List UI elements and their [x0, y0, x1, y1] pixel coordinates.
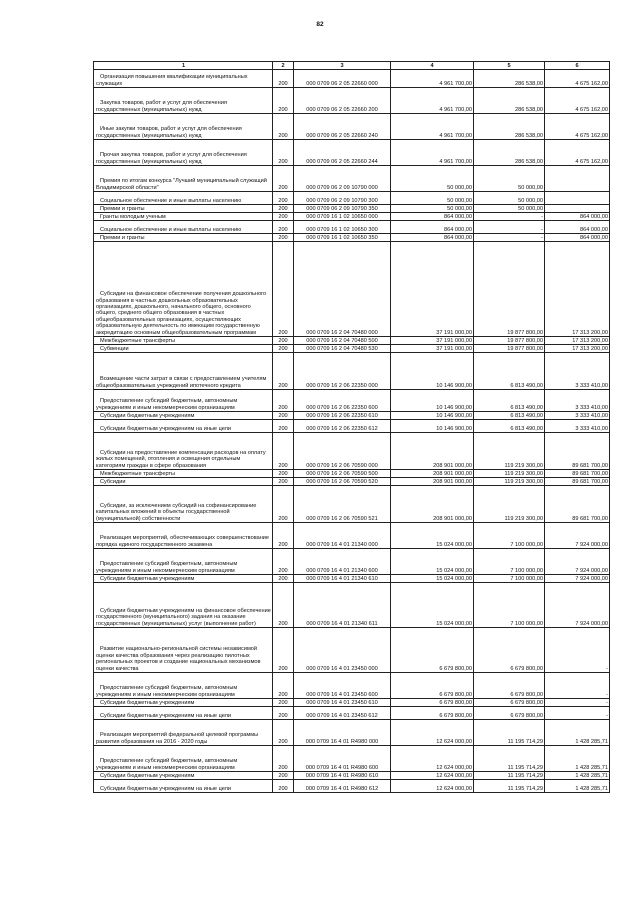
row-code-cell: 000 0709 16 2 06 22350 612	[294, 420, 391, 433]
table-row	[94, 140, 610, 166]
table-row	[94, 707, 610, 720]
row-approved-cell: 864 000,00	[391, 221, 474, 234]
row-approved-cell: 10 146 900,00	[391, 420, 474, 433]
row-status-cell: 200	[273, 192, 294, 205]
table-row	[94, 673, 610, 699]
row-executed-cell: 6 679 800,00	[474, 707, 545, 720]
row-code-cell: 000 0709 16 4 01 21340 000	[294, 523, 391, 549]
row-executed-cell: 6 813 490,00	[474, 412, 545, 420]
row-remaining-cell: 3 333 410,00	[545, 420, 610, 433]
table-row	[94, 523, 610, 549]
row-name-cell: Межбюджетные трансферты	[94, 470, 273, 478]
row-remaining-cell: 7 924 000,00	[545, 575, 610, 583]
table-row	[94, 433, 610, 470]
row-executed-cell: 7 100 000,00	[474, 549, 545, 575]
row-status-cell: 200	[273, 88, 294, 114]
row-approved-cell: 6 679 800,00	[391, 707, 474, 720]
row-approved-cell: 208 901 000,00	[391, 470, 474, 478]
row-name-cell: Премии и гранты	[94, 205, 273, 213]
row-status-cell: 200	[273, 353, 294, 390]
row-approved-cell: 4 961 700,00	[391, 114, 474, 140]
row-status-cell: 200	[273, 523, 294, 549]
row-name-cell: Субсидии бюджетным учреждениям	[94, 772, 273, 780]
row-code-cell: 000 0709 16 2 06 70590 000	[294, 433, 391, 470]
row-approved-cell: 15 024 000,00	[391, 575, 474, 583]
table-row	[94, 575, 610, 583]
row-executed-cell: 50 000,00	[474, 205, 545, 213]
table-row	[94, 420, 610, 433]
row-code-cell: 000 0709 06 2 05 22660 200	[294, 88, 391, 114]
table-row	[94, 88, 610, 114]
row-remaining-cell: 89 681 700,00	[545, 433, 610, 470]
row-name-cell: Субвенции	[94, 345, 273, 353]
row-approved-cell: 12 624 000,00	[391, 780, 474, 793]
row-approved-cell: 15 024 000,00	[391, 523, 474, 549]
row-status-cell: 200	[273, 412, 294, 420]
row-name-cell: Предоставление субсидий бюджетным, автономным учреждениям и иным некоммерческим организациям	[94, 673, 273, 699]
row-status-cell: 200	[273, 114, 294, 140]
row-name-cell: Субсидии на финансовое обеспечение получения дошкольного образования в частных дошкольных образовательных организациях, дошкольного, начального общего, основного общего, среднего общего образования в частных общеобразовательных организациях, осуществляющих образовательную деятельность по имеющим государственную аккредитацию основным общеобразовательным программам	[94, 242, 273, 337]
table-row	[94, 353, 610, 390]
row-code-cell: 000 0709 16 2 06 70590 520	[294, 478, 391, 486]
row-code-cell: 000 0709 06 2 05 22660 244	[294, 140, 391, 166]
row-status-cell: 200	[273, 575, 294, 583]
row-remaining-cell: 4 675 162,00	[545, 140, 610, 166]
row-code-cell: 000 0709 16 4 01 R4980 612	[294, 780, 391, 793]
row-remaining-cell: 7 924 000,00	[545, 523, 610, 549]
row-name-cell: Субсидии на предоставление компенсации расходов на оплату жилых помещений, отопления и освещения отдельным категориям граждан в сфере образования	[94, 433, 273, 470]
table-row	[94, 412, 610, 420]
row-executed-cell: 119 219 300,00	[474, 486, 545, 523]
row-name-cell: Субсидии бюджетным учреждениям	[94, 699, 273, 707]
row-executed-cell: 7 100 000,00	[474, 583, 545, 628]
row-name-cell: Субсидии бюджетным учреждениям на иные цели	[94, 707, 273, 720]
row-executed-cell: 286 538,00	[474, 88, 545, 114]
row-remaining-cell: 17 313 200,00	[545, 242, 610, 337]
row-name-cell: Прочая закупка товаров, работ и услуг для обеспечения государственных (муниципальных) нужд	[94, 140, 273, 166]
table-row	[94, 205, 610, 213]
row-remaining-cell: -	[545, 628, 610, 673]
row-code-cell: 000 0709 16 2 06 22350 600	[294, 390, 391, 412]
row-code-cell: 000 0709 06 2 05 22660 000	[294, 70, 391, 88]
row-remaining-cell: 89 681 700,00	[545, 478, 610, 486]
row-remaining-cell: 89 681 700,00	[545, 470, 610, 478]
row-code-cell: 000 0709 16 4 01 R4980 610	[294, 772, 391, 780]
row-executed-cell: 286 538,00	[474, 140, 545, 166]
row-executed-cell: 6 813 490,00	[474, 390, 545, 412]
row-executed-cell: -	[474, 213, 545, 221]
row-remaining-cell: -	[545, 707, 610, 720]
row-status-cell: 200	[273, 780, 294, 793]
row-executed-cell: 11 195 714,29	[474, 780, 545, 793]
row-code-cell: 000 0709 16 4 01 23450 612	[294, 707, 391, 720]
row-name-cell: Реализация мероприятий, обеспечивающих совершенствование порядка единого государственного экзамена	[94, 523, 273, 549]
row-executed-cell: 286 538,00	[474, 114, 545, 140]
column-header: 5	[474, 62, 545, 70]
row-remaining-cell: 7 924 000,00	[545, 549, 610, 575]
table-row	[94, 699, 610, 707]
row-executed-cell: 11 195 714,29	[474, 720, 545, 746]
row-status-cell: 200	[273, 390, 294, 412]
row-name-cell: Субсидии бюджетным учреждениям на иные цели	[94, 420, 273, 433]
row-approved-cell: 50 000,00	[391, 166, 474, 192]
row-name-cell: Субсидии бюджетным учреждениям	[94, 575, 273, 583]
row-approved-cell: 208 901 000,00	[391, 478, 474, 486]
row-status-cell: 200	[273, 345, 294, 353]
row-code-cell: 000 0709 16 1 02 10650 000	[294, 213, 391, 221]
row-remaining-cell: 3 333 410,00	[545, 390, 610, 412]
row-name-cell: Субсидии	[94, 478, 273, 486]
row-code-cell: 000 0709 06 2 09 10790 000	[294, 166, 391, 192]
table-row	[94, 470, 610, 478]
row-status-cell: 200	[273, 583, 294, 628]
row-remaining-cell: 17 313 200,00	[545, 345, 610, 353]
table-row	[94, 746, 610, 772]
row-status-cell: 200	[273, 772, 294, 780]
row-remaining-cell: 4 675 162,00	[545, 88, 610, 114]
row-remaining-cell: 4 675 162,00	[545, 70, 610, 88]
row-name-cell: Социальное обеспечение и иные выплаты населению	[94, 192, 273, 205]
table-row	[94, 583, 610, 628]
row-code-cell: 000 0709 16 2 04 70480 500	[294, 337, 391, 345]
row-executed-cell: 7 100 000,00	[474, 523, 545, 549]
row-executed-cell: 6 813 490,00	[474, 420, 545, 433]
row-code-cell: 000 0709 16 4 01 21340 600	[294, 549, 391, 575]
row-status-cell: 200	[273, 720, 294, 746]
row-approved-cell: 10 146 900,00	[391, 412, 474, 420]
row-name-cell: Предоставление субсидий бюджетным, автономным учреждениям и иным некоммерческим организациям	[94, 390, 273, 412]
row-status-cell: 200	[273, 746, 294, 772]
row-code-cell: 000 0709 16 1 02 10650 300	[294, 221, 391, 234]
row-status-cell: 200	[273, 433, 294, 470]
row-executed-cell: 119 219 300,00	[474, 470, 545, 478]
row-status-cell: 200	[273, 70, 294, 88]
row-approved-cell: 12 624 000,00	[391, 746, 474, 772]
row-name-cell: Премии и гранты	[94, 234, 273, 242]
page-number: 82	[316, 21, 324, 28]
row-executed-cell: 6 679 800,00	[474, 673, 545, 699]
row-name-cell: Субсидии бюджетным учреждениям на иные цели	[94, 780, 273, 793]
row-remaining-cell: -	[545, 673, 610, 699]
row-code-cell: 000 0709 16 4 01 21340 611	[294, 583, 391, 628]
row-status-cell: 200	[273, 140, 294, 166]
column-header: 3	[294, 62, 391, 70]
row-status-cell: 200	[273, 166, 294, 192]
row-code-cell: 000 0709 16 4 01 R4980 000	[294, 720, 391, 746]
row-code-cell: 000 0709 06 2 09 10790 350	[294, 205, 391, 213]
row-approved-cell: 37 191 000,00	[391, 242, 474, 337]
table-row	[94, 772, 610, 780]
table-row	[94, 780, 610, 793]
row-status-cell: 200	[273, 486, 294, 523]
row-remaining-cell: 7 924 000,00	[545, 583, 610, 628]
row-code-cell: 000 0709 16 4 01 23450 000	[294, 628, 391, 673]
table-row	[94, 478, 610, 486]
row-status-cell: 200	[273, 549, 294, 575]
row-name-cell: Закупка товаров, работ и услуг для обеспечения государственных (муниципальных) нужд	[94, 88, 273, 114]
row-executed-cell: 19 877 800,00	[474, 345, 545, 353]
table-row	[94, 166, 610, 192]
row-remaining-cell: 1 428 285,71	[545, 772, 610, 780]
column-header: 6	[545, 62, 610, 70]
row-approved-cell: 6 679 800,00	[391, 673, 474, 699]
column-header: 1	[94, 62, 273, 70]
row-remaining-cell: -	[545, 699, 610, 707]
row-code-cell: 000 0709 16 2 06 70590 500	[294, 470, 391, 478]
row-name-cell: Субсидии бюджетным учреждениям на финансовое обеспечение государственного (муниципального) задания на оказание государственных (муниципальных) услуг (выполнение работ)	[94, 583, 273, 628]
row-executed-cell: -	[474, 234, 545, 242]
row-remaining-cell: 17 313 200,00	[545, 337, 610, 345]
row-executed-cell: 6 813 490,00	[474, 353, 545, 390]
row-executed-cell: 19 877 800,00	[474, 242, 545, 337]
column-header-row	[94, 62, 610, 70]
row-name-cell: Субсидии, за исключением субсидий на софинансирование капитальных вложений в объекты государственной (муниципальной) собственности	[94, 486, 273, 523]
row-remaining-cell	[545, 166, 610, 192]
row-approved-cell: 864 000,00	[391, 234, 474, 242]
row-remaining-cell: 3 333 410,00	[545, 353, 610, 390]
row-status-cell: 200	[273, 470, 294, 478]
row-executed-cell: 119 219 300,00	[474, 433, 545, 470]
row-executed-cell: 286 538,00	[474, 70, 545, 88]
row-code-cell: 000 0709 16 4 01 21340 610	[294, 575, 391, 583]
table-row	[94, 345, 610, 353]
row-code-cell: 000 0709 16 4 01 23450 610	[294, 699, 391, 707]
row-code-cell: 000 0709 16 2 04 70480 530	[294, 345, 391, 353]
row-name-cell: Реализация мероприятий федеральной целевой программы развития образования на 2016 - 2020 годы	[94, 720, 273, 746]
row-approved-cell: 4 961 700,00	[391, 88, 474, 114]
row-remaining-cell: 1 428 285,71	[545, 720, 610, 746]
row-approved-cell: 50 000,00	[391, 205, 474, 213]
row-approved-cell: 208 901 000,00	[391, 486, 474, 523]
row-executed-cell: 19 877 800,00	[474, 337, 545, 345]
row-approved-cell: 4 961 700,00	[391, 140, 474, 166]
row-approved-cell: 4 961 700,00	[391, 70, 474, 88]
row-name-cell: Предоставление субсидий бюджетным, автономным учреждениям и иным некоммерческим организациям	[94, 746, 273, 772]
row-executed-cell: 50 000,00	[474, 166, 545, 192]
row-name-cell: Субсидии бюджетным учреждениям	[94, 412, 273, 420]
row-code-cell: 000 0709 16 1 02 10650 350	[294, 234, 391, 242]
row-status-cell: 200	[273, 420, 294, 433]
row-executed-cell: 6 679 800,00	[474, 628, 545, 673]
table-row	[94, 221, 610, 234]
row-status-cell: 200	[273, 628, 294, 673]
row-approved-cell: 12 624 000,00	[391, 772, 474, 780]
table-row	[94, 114, 610, 140]
table-row	[94, 486, 610, 523]
row-name-cell: Иные закупки товаров, работ и услуг для обеспечения государственных (муниципальных) нужд	[94, 114, 273, 140]
row-status-cell: 200	[273, 221, 294, 234]
table-row	[94, 70, 610, 88]
row-approved-cell: 12 624 000,00	[391, 720, 474, 746]
row-code-cell: 000 0709 06 2 05 22660 240	[294, 114, 391, 140]
column-header: 4	[391, 62, 474, 70]
row-approved-cell: 10 146 900,00	[391, 353, 474, 390]
row-remaining-cell: 4 675 162,00	[545, 114, 610, 140]
row-status-cell: 200	[273, 478, 294, 486]
row-remaining-cell: 864 000,00	[545, 234, 610, 242]
row-executed-cell: 6 679 800,00	[474, 699, 545, 707]
row-code-cell: 000 0709 16 4 01 R4980 600	[294, 746, 391, 772]
row-status-cell: 200	[273, 213, 294, 221]
row-executed-cell: 50 000,00	[474, 192, 545, 205]
row-status-cell: 200	[273, 673, 294, 699]
row-code-cell: 000 0709 16 2 04 70480 000	[294, 242, 391, 337]
row-approved-cell: 10 146 900,00	[391, 390, 474, 412]
row-remaining-cell	[545, 205, 610, 213]
row-name-cell: Межбюджетные трансферты	[94, 337, 273, 345]
row-status-cell: 200	[273, 337, 294, 345]
row-status-cell: 200	[273, 234, 294, 242]
table-row	[94, 192, 610, 205]
row-code-cell: 000 0709 16 2 06 70590 521	[294, 486, 391, 523]
row-status-cell: 200	[273, 699, 294, 707]
row-remaining-cell	[545, 192, 610, 205]
table-row	[94, 234, 610, 242]
row-code-cell: 000 0709 16 4 01 23450 600	[294, 673, 391, 699]
row-remaining-cell: 1 428 285,71	[545, 746, 610, 772]
row-approved-cell: 208 901 000,00	[391, 433, 474, 470]
table-row	[94, 337, 610, 345]
column-header: 2	[273, 62, 294, 70]
budget-table	[93, 61, 610, 793]
row-name-cell: Развитие национально-региональной системы независимой оценки качества образования через реализацию пилотных региональных проектов и создание национальных механизмов оценки качества	[94, 628, 273, 673]
row-executed-cell: 11 195 714,29	[474, 772, 545, 780]
row-name-cell: Возмещение части затрат в связи с предоставлением учителям общеобразовательных учреждений ипотечного кредита	[94, 353, 273, 390]
row-executed-cell: 119 219 300,00	[474, 478, 545, 486]
row-remaining-cell: 864 000,00	[545, 213, 610, 221]
row-approved-cell: 15 024 000,00	[391, 549, 474, 575]
row-remaining-cell: 1 428 285,71	[545, 780, 610, 793]
table-row	[94, 720, 610, 746]
row-status-cell: 200	[273, 707, 294, 720]
row-name-cell: Социальное обеспечение и иные выплаты населению	[94, 221, 273, 234]
row-approved-cell: 864 000,00	[391, 213, 474, 221]
row-code-cell: 000 0709 06 2 09 10790 300	[294, 192, 391, 205]
row-remaining-cell: 864 000,00	[545, 221, 610, 234]
row-approved-cell: 37 191 000,00	[391, 345, 474, 353]
table-row	[94, 390, 610, 412]
row-name-cell: Гранты молодым ученым	[94, 213, 273, 221]
row-status-cell: 200	[273, 242, 294, 337]
row-executed-cell: 7 100 000,00	[474, 575, 545, 583]
table-row	[94, 242, 610, 337]
row-name-cell: Предоставление субсидий бюджетным, автономным учреждениям и иным некоммерческим организациям	[94, 549, 273, 575]
row-code-cell: 000 0709 16 2 06 22350 000	[294, 353, 391, 390]
row-name-cell: Премия по итогам конкурса "Лучший муниципальный служащий Владимирской области"	[94, 166, 273, 192]
row-remaining-cell: 89 681 700,00	[545, 486, 610, 523]
row-approved-cell: 37 191 000,00	[391, 337, 474, 345]
row-executed-cell: 11 195 714,29	[474, 746, 545, 772]
table-row	[94, 213, 610, 221]
row-approved-cell: 15 024 000,00	[391, 583, 474, 628]
row-name-cell: Организация повышения квалификации муниципальных служащих	[94, 70, 273, 88]
table-row	[94, 549, 610, 575]
row-remaining-cell: 3 333 410,00	[545, 412, 610, 420]
row-code-cell: 000 0709 16 2 06 22350 610	[294, 412, 391, 420]
row-executed-cell: -	[474, 221, 545, 234]
row-approved-cell: 6 679 800,00	[391, 628, 474, 673]
row-approved-cell: 50 000,00	[391, 192, 474, 205]
table-row	[94, 628, 610, 673]
row-approved-cell: 6 679 800,00	[391, 699, 474, 707]
row-status-cell: 200	[273, 205, 294, 213]
